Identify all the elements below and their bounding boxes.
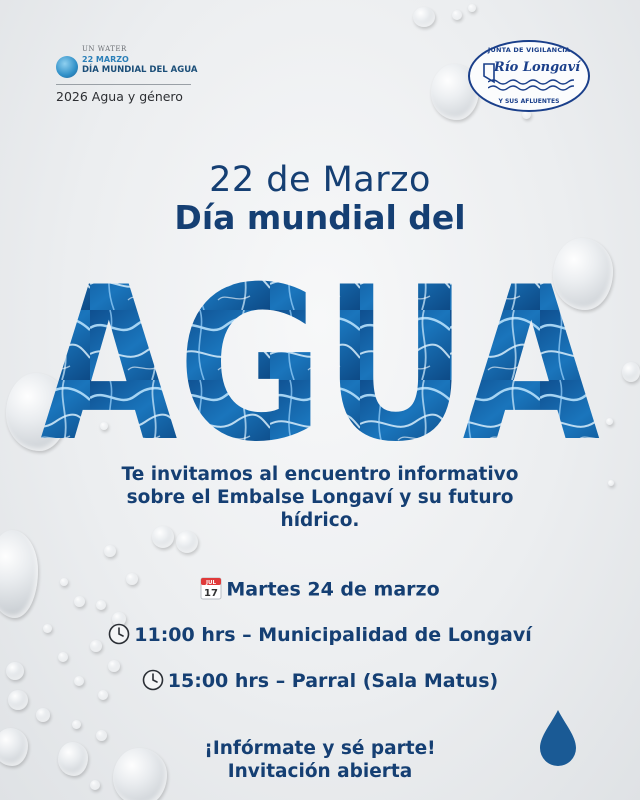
water-droplet	[608, 480, 614, 486]
water-droplet	[452, 10, 462, 20]
un-water-label: UN WATER	[82, 45, 127, 53]
agua-word: AGUA	[40, 241, 600, 450]
invitation-text	[60, 463, 580, 532]
headline-title: Día mundial del	[174, 198, 466, 237]
un-water-event: DÍA MUNDIAL DEL AGUA	[82, 65, 198, 75]
event-date-text: Martes 24 de marzo	[226, 578, 440, 601]
water-droplet	[176, 531, 198, 553]
water-droplet	[0, 530, 38, 618]
junta-top-text: JUNTA DE VIGILANCIA	[487, 46, 571, 54]
calendar-day: 17	[204, 588, 219, 599]
water-droplet	[413, 7, 435, 27]
divider	[56, 84, 191, 85]
clock-icon	[142, 669, 164, 691]
invitation-line: hídrico.	[280, 510, 360, 531]
session-2-text: 15:00 hrs – Parral (Sala Matus)	[167, 670, 499, 692]
water-droplet	[36, 708, 50, 722]
water-droplet	[8, 690, 28, 710]
cta-line: ¡Infórmate y sé parte!	[204, 738, 436, 759]
water-droplet	[58, 652, 68, 662]
calendar-icon	[200, 576, 222, 600]
water-drop-icon	[537, 708, 579, 768]
junta-vigilancia-logo	[468, 40, 590, 112]
junta-bottom-text: Y SUS AFLUENTES	[498, 98, 560, 105]
headline-date: 22 de Marzo	[209, 160, 431, 200]
junta-name: Río Longaví	[493, 60, 581, 75]
waves-icon	[488, 78, 574, 92]
session-1	[0, 624, 640, 647]
calendar-month: JUL	[206, 580, 217, 586]
invitation-line: Te invitamos al encuentro informativo	[121, 464, 519, 485]
water-droplet	[468, 4, 476, 12]
session-1-text: 11:00 hrs – Municipalidad de Longaví	[134, 624, 532, 646]
cta-line: Invitación abierta	[227, 761, 413, 782]
session-2	[0, 670, 640, 693]
invitation-line: sobre el Embalse Longaví y su futuro	[126, 487, 514, 508]
water-droplet	[72, 720, 81, 729]
water-droplet	[104, 545, 116, 557]
agua-water-wordmark	[0, 240, 640, 450]
un-water-date: 22 MARZO	[82, 55, 129, 64]
event-date	[0, 578, 640, 602]
globe-icon	[56, 56, 78, 78]
un-water-theme: 2026 Agua y género	[56, 89, 183, 104]
clock-icon	[108, 623, 130, 645]
